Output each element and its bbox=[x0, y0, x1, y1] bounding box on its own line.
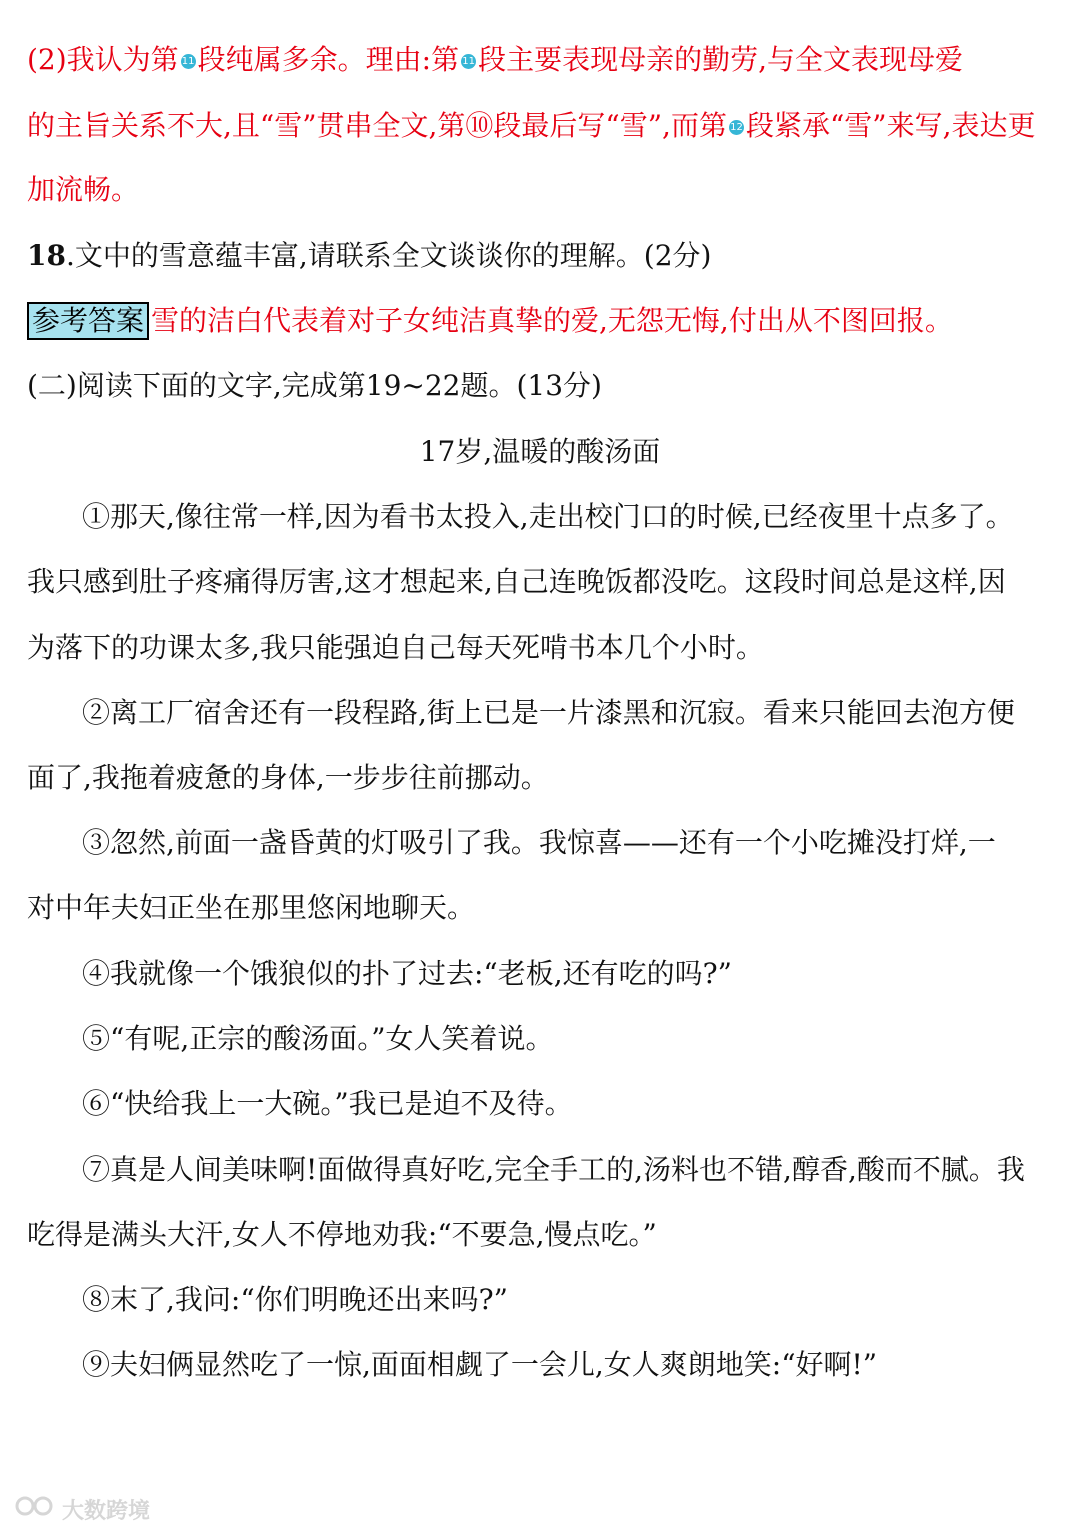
article-line: 为落下的功课太多,我只能强迫自己每天死啃书本几个小时。 bbox=[27, 631, 764, 664]
article-line: 我只感到肚子疼痛得厉害,这才想起来,自己连晚饭都没吃。这段时间总是这样,因 bbox=[27, 565, 1006, 598]
article-line: 面了,我拖着疲惫的身体,一步步往前挪动。 bbox=[27, 761, 549, 794]
article-line: ④我就像一个饿狼似的扑了过去:“老板,还有吃的吗?” bbox=[82, 957, 732, 990]
article-line: 吃得是满头大汗,女人不停地劝我:“不要急,慢点吃。” bbox=[27, 1218, 657, 1251]
question-number: 18 bbox=[27, 239, 66, 272]
article-line: ②离工厂宿舍还有一段程路,街上已是一片漆黑和沉寂。看来只能回去泡方便 bbox=[82, 696, 1015, 729]
article-line: ⑧末了,我问:“你们明晚还出来吗?” bbox=[82, 1283, 508, 1316]
circled-number-badge: 12 bbox=[730, 122, 743, 133]
answer-17-line-3: 加流畅。 bbox=[27, 173, 140, 206]
circled-number-badge: 11 bbox=[462, 56, 475, 67]
article-line: ③忽然,前面一盏昏黄的灯吸引了我。我惊喜——还有一个小吃摊没打烊,一 bbox=[82, 826, 996, 859]
answer-17-line-1: (2)我认为第 11 段纯属多余。理由:第 11 段主要表现母亲的勤劳,与全文表现母爱 bbox=[27, 43, 964, 76]
answer-17-line-2: 的主旨关系不大,且“雪”贯串全文,第⑩段最后写“雪”,而第 12 段紧承“雪”来写,表达更 bbox=[27, 109, 1036, 142]
section-heading: (二)阅读下面的文字,完成第19~22题。(13分) bbox=[27, 369, 602, 402]
article-line: ①那天,像往常一样,因为看书太投入,走出校门口的时候,已经夜里十点多了。 bbox=[82, 500, 1014, 533]
watermark: 大数跨境 bbox=[14, 1494, 150, 1527]
article-title: 17岁,温暖的酸汤面 bbox=[419, 435, 661, 468]
watermark-logo-icon bbox=[14, 1494, 58, 1527]
circled-number-badge: 11 bbox=[181, 56, 195, 67]
article-line: ⑦真是人间美味啊!面做得真好吃,完全手工的,汤料也不错,醇香,酸而不腻。我 bbox=[82, 1153, 1025, 1186]
article-line: ⑨夫妇俩显然吃了一惊,面面相觑了一会儿,女人爽朗地笑:“好啊!” bbox=[82, 1348, 878, 1381]
article-line: ⑥“快给我上一大碗。”我已是迫不及待。 bbox=[82, 1087, 573, 1120]
answer-18: 参考答案 雪的洁白代表着对子女纯洁真挚的爱,无怨无悔,付出从不图回报。 bbox=[27, 301, 953, 341]
article-line: ⑤“有呢,正宗的酸汤面。”女人笑着说。 bbox=[82, 1022, 554, 1055]
reference-answer-badge: 参考答案 bbox=[27, 302, 149, 340]
question-18: 18.文中的雪意蕴丰富,请联系全文谈谈你的理解。(2分) bbox=[27, 239, 712, 272]
article-line: 对中年夫妇正坐在那里悠闲地聊天。 bbox=[27, 891, 476, 924]
